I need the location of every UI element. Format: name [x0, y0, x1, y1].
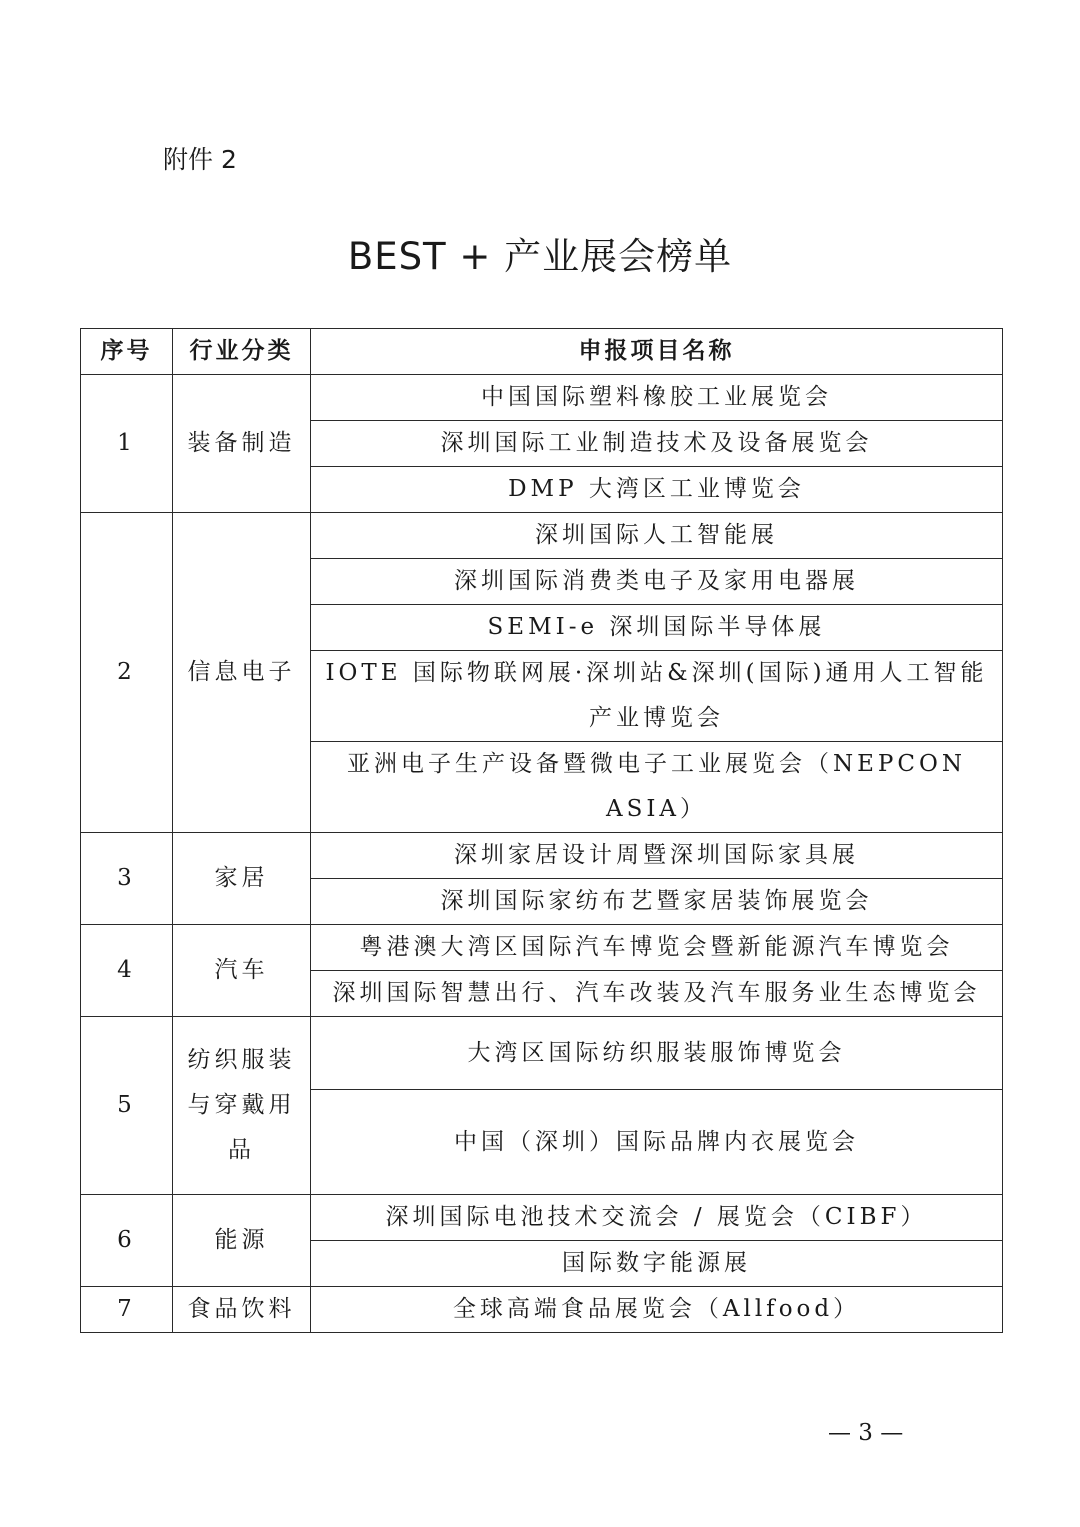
category-cell: 家居	[173, 833, 311, 925]
document-title: BEST + 产业展会榜单	[347, 235, 733, 278]
table-row	[81, 925, 1003, 971]
table-row	[81, 513, 1003, 559]
project-cell: 全球高端食品展览会（Allfood）	[311, 1287, 1003, 1333]
category-cell: 装备制造	[173, 375, 311, 513]
exhibition-table	[80, 328, 1003, 1333]
project-cell: 国际数字能源展	[311, 1241, 1003, 1287]
project-cell: 深圳国际电池技术交流会 / 展览会（CIBF）	[311, 1195, 1003, 1241]
project-cell: 深圳国际消费类电子及家用电器展	[311, 559, 1003, 605]
project-cell: 深圳国际工业制造技术及设备展览会	[311, 421, 1003, 467]
project-cell: 粤港澳大湾区国际汽车博览会暨新能源汽车博览会	[311, 925, 1003, 971]
project-cell: 亚洲电子生产设备暨微电子工业展览会（NEPCON ASIA）	[311, 742, 1003, 833]
category-cell: 纺织服装与穿戴用品	[173, 1017, 311, 1195]
table-row	[81, 1195, 1003, 1241]
project-cell: IOTE 国际物联网展·深圳站&深圳(国际)通用人工智能产业博览会	[311, 651, 1003, 742]
table-row	[81, 1017, 1003, 1090]
category-cell: 食品饮料	[173, 1287, 311, 1333]
category-cell: 信息电子	[173, 513, 311, 833]
table-row	[81, 375, 1003, 421]
project-cell: 深圳国际家纺布艺暨家居装饰展览会	[311, 879, 1003, 925]
header-no: 序号	[81, 329, 173, 375]
project-cell: SEMI-e 深圳国际半导体展	[311, 605, 1003, 651]
project-cell: 深圳国际智慧出行、汽车改装及汽车服务业生态博览会	[311, 971, 1003, 1017]
row-number: 3	[81, 833, 173, 925]
category-cell: 汽车	[173, 925, 311, 1017]
header-category: 行业分类	[173, 329, 311, 375]
category-cell: 能源	[173, 1195, 311, 1287]
row-number: 1	[81, 375, 173, 513]
row-number: 4	[81, 925, 173, 1017]
table-header-row	[81, 329, 1003, 375]
table-row	[81, 1287, 1003, 1333]
row-number: 2	[81, 513, 173, 833]
row-number: 7	[81, 1287, 173, 1333]
project-cell: 深圳国际人工智能展	[311, 513, 1003, 559]
table-row	[81, 833, 1003, 879]
attachment-label: 附件 2	[163, 145, 237, 174]
project-cell: 中国（深圳）国际品牌内衣展览会	[311, 1090, 1003, 1195]
project-cell: DMP 大湾区工业博览会	[311, 467, 1003, 513]
project-cell: 深圳家居设计周暨深圳国际家具展	[311, 833, 1003, 879]
row-number: 5	[81, 1017, 173, 1195]
row-number: 6	[81, 1195, 173, 1287]
project-cell: 大湾区国际纺织服装服饰博览会	[311, 1017, 1003, 1090]
header-project-name: 申报项目名称	[311, 329, 1003, 375]
page-number: — 3 —	[828, 1420, 904, 1446]
project-cell: 中国国际塑料橡胶工业展览会	[311, 375, 1003, 421]
